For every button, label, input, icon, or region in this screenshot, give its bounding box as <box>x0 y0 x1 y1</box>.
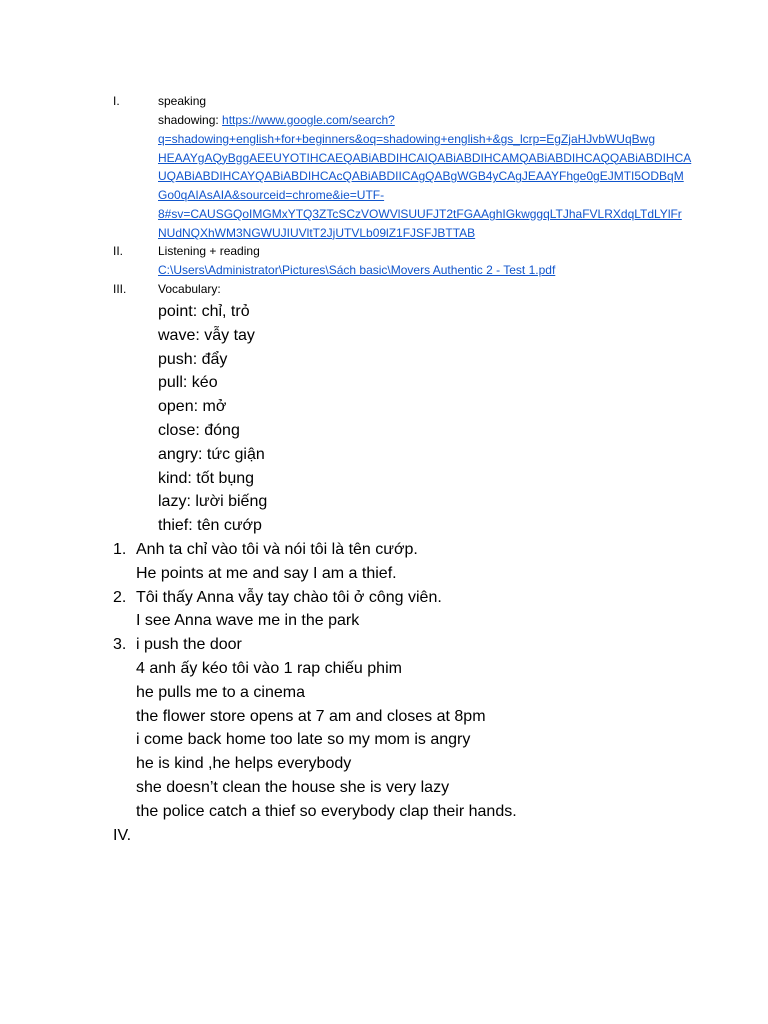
section-3-title: Vocabulary: <box>158 282 221 296</box>
shadowing-link-line-1[interactable]: https://www.google.com/search? <box>222 113 395 127</box>
section-4-numeral: IV. <box>113 826 132 844</box>
exercise-line: she doesn’t clean the house she is very lazy <box>136 778 450 796</box>
section-1-title: speaking <box>158 94 207 108</box>
vocab-item: lazy: lười biếng <box>158 493 268 511</box>
exercise-line: He points at me and say I am a thief. <box>136 564 397 582</box>
exercise-line: i come back home too late so my mom is angry <box>136 731 471 749</box>
listening-file-link[interactable]: C:\Users\Administrator\Pictures\Sách basic\Movers Authentic 2 - Test 1.pdf <box>158 263 556 277</box>
item-number: 3. <box>113 636 127 654</box>
vocab-item: close: đóng <box>158 421 240 439</box>
section-1-numeral: I. <box>113 94 120 108</box>
shadowing-link-line-3[interactable]: HEAAYgAQyBggAEEUYOTIHCAEQABiABDIHCAIQABiABDIHCAMQABiABDIHCAQQABiABDIHCA <box>158 150 692 165</box>
exercise-line: 4 anh ấy kéo tôi vào 1 rap chiếu phim <box>136 659 402 677</box>
exercise-line: Tôi thấy Anna vẫy tay chào tôi ở công viên. <box>136 588 442 606</box>
section-2-numeral: II. <box>113 244 124 258</box>
item-number: 2. <box>113 588 127 606</box>
shadowing-link-line-4[interactable]: UQABiABDIHCAYQABiABDIHCAcQABiABDIICAgQABgWGB4yCAgJEAAYFhge0gEJMTI5ODBqM <box>158 169 684 184</box>
exercise-line: he is kind ,he helps everybody <box>136 755 352 773</box>
section-3-numeral: III. <box>113 282 127 296</box>
shadowing-link-line-2[interactable]: q=shadowing+english+for+beginners&oq=shadowing+english+&gs_lcrp=EgZjaHJvbWUqBwg <box>158 131 655 146</box>
exercise-line: I see Anna wave me in the park <box>136 612 360 630</box>
exercise-line: the police catch a thief so everybody clap their hands. <box>136 802 517 820</box>
vocab-item: push: đẩy <box>158 350 228 368</box>
shadowing-label: shadowing: <box>158 113 223 127</box>
item-number: 1. <box>113 541 127 558</box>
vocab-item: angry: tức giận <box>158 445 265 463</box>
vocab-item: open: mở <box>158 398 227 416</box>
vocab-item: thief: tên cướp <box>158 517 262 535</box>
vocab-item: pull: kéo <box>158 374 218 392</box>
shadowing-link-line-7[interactable]: NUdNQXhWM3NGWUJIUVltT2JjUTVLb09lZ1FJSFJBTTAB <box>158 225 476 240</box>
vocab-item: point: chỉ, trỏ <box>158 303 250 320</box>
exercise-line: i push the door <box>136 636 242 654</box>
exercise-line: he pulls me to a cinema <box>136 683 305 701</box>
shadowing-link-line-5[interactable]: Go0qAIAsAIA&sourceid=chrome&ie=UTF- <box>158 188 385 203</box>
vocab-item: wave: vẫy tay <box>158 326 255 344</box>
vocab-item: kind: tốt bụng <box>158 469 255 487</box>
vocabulary-list <box>158 300 267 538</box>
shadowing-block <box>158 111 718 243</box>
exercise-line: Anh ta chỉ vào tôi và nói tôi là tên cướp. <box>136 541 418 558</box>
shadowing-link-line-6[interactable]: 8#sv=CAUSGQoIMGMxYTQ3ZTcSCzVOWVlSUUFJT2tFGAAghIGkwggqLTJhaFVLRXdqLTdLYlFr <box>158 206 682 221</box>
exercise-line: the flower store opens at 7 am and closes at 8pm <box>136 707 486 725</box>
section-2-title: Listening + reading <box>158 244 260 258</box>
